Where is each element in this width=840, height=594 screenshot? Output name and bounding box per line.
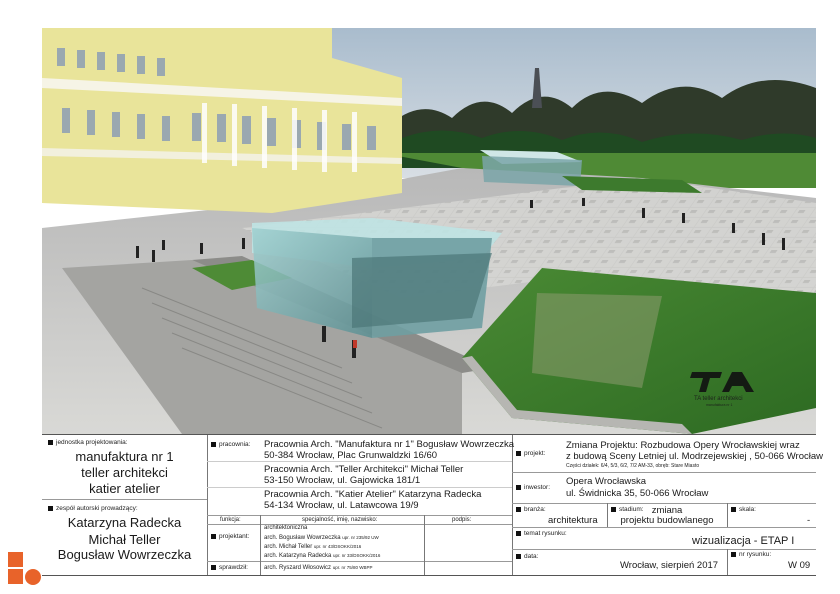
- pracownia-3-name: Pracownia Arch. "Katier Atelier" Katarzyna Radecka: [264, 489, 482, 500]
- pracownia-1-name: Pracownia Arch. "Manufaktura nr 1" Bogusław Wowrzeczka: [264, 439, 514, 450]
- divider: [512, 472, 816, 473]
- corner-logo-icon: [8, 552, 42, 586]
- divider: [424, 515, 425, 575]
- skala-value: -: [807, 515, 811, 526]
- pracownia-2-name: Pracownia Arch. "Teller Architekci" Michał Teller: [264, 464, 464, 475]
- logo-watermark-sub: manufaktura nr 1: [706, 403, 733, 407]
- projekt-line-2: z budową Sceny Letniej ul. Modrzejewskiej , 50-066 Wrocław: [566, 451, 823, 462]
- team-label: zespół autorski prowadzący:: [48, 505, 138, 512]
- branza-value: architektura: [548, 515, 598, 526]
- stadium-line-1: zmiana: [651, 505, 683, 516]
- pracownia-2-address: 53-150 Wrocław, ul. Gajowicka 181/1: [264, 475, 421, 486]
- skala-label: skala:: [731, 506, 756, 513]
- projekt-parcels: Części działek: 6/4, 5/3, 6/2, 7/2 AM-33, obręb: Stare Miasto: [566, 463, 700, 469]
- divider: [207, 487, 512, 488]
- data-value: Wrocław, sierpień 2017: [620, 560, 719, 571]
- stadium-line-2: projektu budowlanego: [620, 515, 714, 526]
- projektant-label: projektant:: [211, 533, 249, 540]
- divider: [260, 515, 261, 575]
- team-member-3: Bogusław Wowrzeczka: [57, 547, 192, 562]
- data-label: data:: [516, 553, 538, 560]
- col-podpis: podpis:: [452, 517, 472, 523]
- temat-value: wizualizacja - ETAP I: [692, 535, 795, 547]
- sprawdzil-row: arch. Ryszard Włosowicz upr. nr 75/80 WBPP: [264, 565, 373, 571]
- architectural-rendering: [42, 28, 816, 434]
- logo-watermark-text: TA teller architekci: [694, 396, 743, 402]
- divider: [512, 503, 816, 504]
- divider: [512, 527, 816, 528]
- temat-label: temat rysunku:: [516, 530, 567, 537]
- title-block: [42, 434, 823, 576]
- divider: [512, 549, 816, 550]
- unit-label: jednostka projektowania:: [48, 439, 128, 446]
- divider: [207, 435, 208, 575]
- team-member-1: Katarzyna Radecka: [67, 515, 182, 530]
- projektant-specialty: architektoniczna: [264, 525, 308, 531]
- projektant-row: arch. Michał Teller upr. nr 43/DSOKK/2016: [264, 544, 362, 550]
- sprawdzil-label: sprawdził:: [211, 564, 248, 571]
- col-funkcja: funkcja:: [220, 517, 241, 523]
- stadium-label: stadium:: [611, 506, 644, 513]
- col-spec: specjalność, imię, nazwisko:: [302, 517, 378, 523]
- pracownia-1-address: 50-384 Wrocław, Plac Grunwaldzki 16/60: [264, 450, 438, 461]
- divider: [207, 561, 512, 562]
- pracownia-label: pracownia:: [211, 441, 250, 448]
- unit-line-3: katier atelier: [89, 481, 160, 496]
- inwestor-label: inwestor:: [516, 484, 550, 491]
- inwestor-name: Opera Wrocławska: [566, 476, 647, 487]
- projektant-row: arch. Bogusław Wowrzeczka upr. nr 235/92 UW: [264, 535, 379, 541]
- divider: [727, 549, 728, 575]
- divider: [42, 499, 207, 500]
- team-member-2: Michał Teller: [88, 532, 161, 547]
- rendering-illustration: [42, 28, 816, 434]
- divider: [207, 461, 512, 462]
- projekt-line-1: Zmiana Projektu: Rozbudowa Opery Wrocławskiej wraz: [566, 440, 800, 451]
- pracownia-3-address: 54-134 Wrocław, ul. Latawcowa 19/9: [264, 500, 419, 511]
- projekt-label: projekt:: [516, 450, 545, 457]
- nr-label: nr rysunku:: [731, 551, 771, 558]
- unit-line-2: teller architekci: [81, 465, 168, 480]
- inwestor-address: ul. Świdnicka 35, 50-066 Wrocław: [566, 488, 709, 499]
- divider: [727, 503, 728, 527]
- orange-corner-logo: [8, 552, 42, 586]
- unit-line-1: manufaktura nr 1: [75, 449, 174, 464]
- projektant-row: arch. Katarzyna Radecka upr. nr 33/DSOKK/2016: [264, 553, 381, 559]
- nr-value: W 09: [788, 560, 811, 571]
- branza-label: branża:: [516, 506, 546, 513]
- divider: [512, 435, 513, 575]
